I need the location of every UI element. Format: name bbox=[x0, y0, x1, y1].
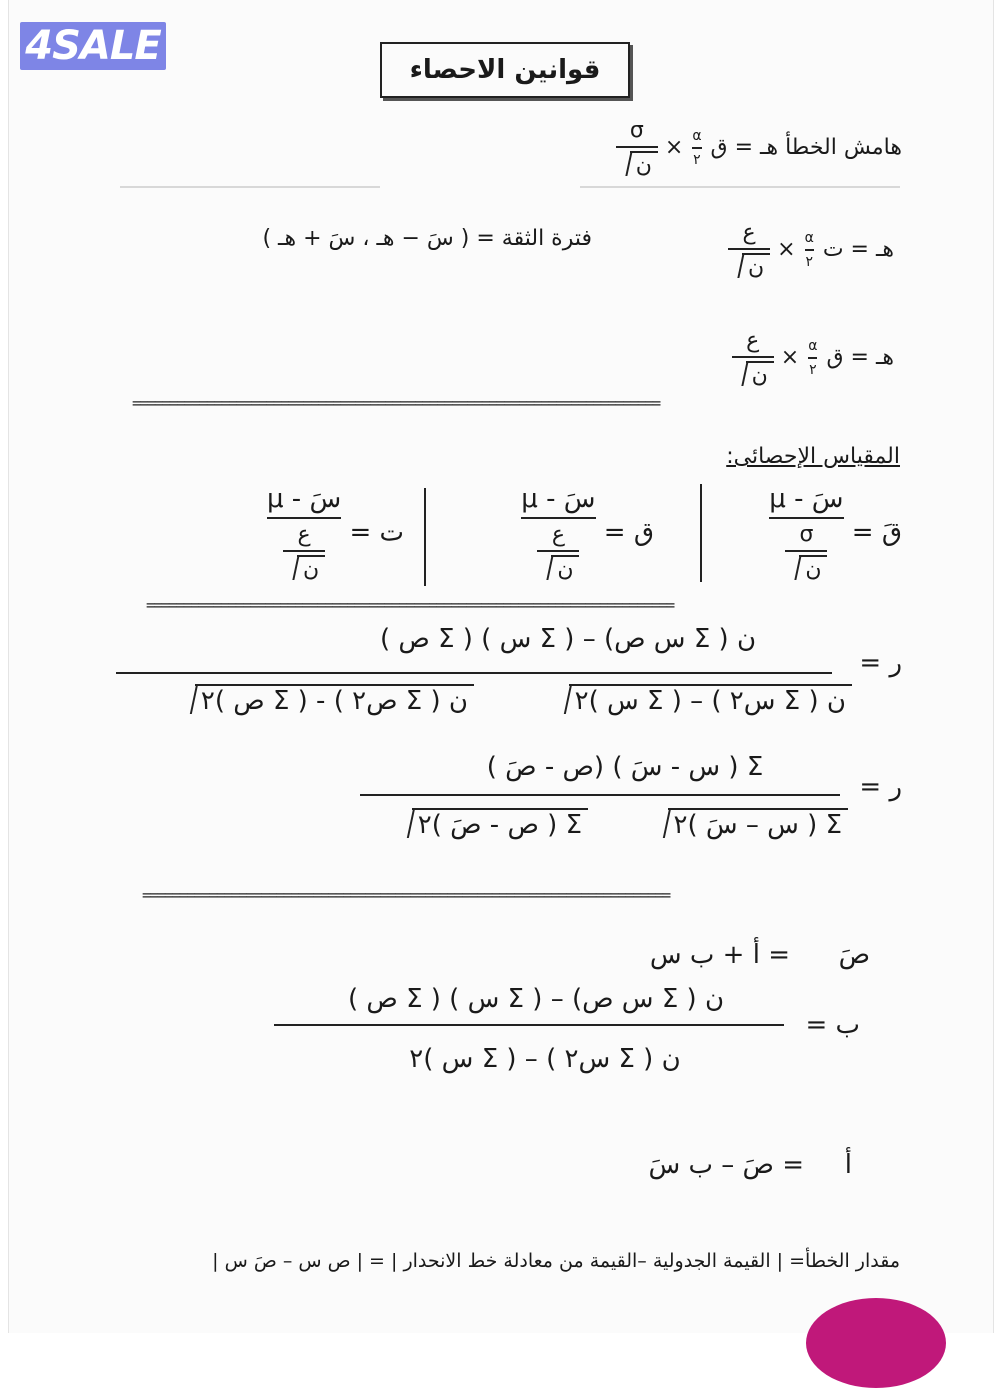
sigma-symbol: σ bbox=[629, 118, 644, 143]
s-over-root-n bbox=[732, 328, 774, 388]
s-over-root-n bbox=[728, 220, 770, 280]
statistic-lhs: ق = bbox=[603, 517, 654, 548]
separator-line: ======================================================================= bbox=[132, 394, 660, 412]
s-symbol: ع bbox=[746, 328, 760, 353]
fraction-bar bbox=[116, 672, 832, 674]
brand-logo: 4SALE bbox=[20, 22, 166, 70]
s-symbol: ع bbox=[742, 220, 756, 245]
statistic-fraction bbox=[267, 484, 341, 582]
t-error-formula bbox=[728, 220, 894, 280]
root-n: ن bbox=[630, 151, 658, 178]
alpha-symbol: α bbox=[808, 338, 818, 354]
page-sheet bbox=[8, 0, 994, 1333]
slope-denominator: ن ( Σ س٢ ) – ( Σ س )٢ bbox=[409, 1044, 681, 1074]
correlation-lhs: ر = bbox=[859, 648, 902, 678]
statistic-fraction bbox=[521, 484, 595, 582]
alpha-symbol: α bbox=[804, 230, 814, 246]
fraction-bar bbox=[274, 1024, 784, 1026]
statistic-denominator bbox=[537, 522, 579, 582]
intercept-rhs: = صَ – ب سَ bbox=[648, 1150, 804, 1180]
confidence-interval-formula bbox=[262, 226, 592, 251]
z-statistic-s bbox=[521, 484, 654, 582]
sigma-symbol: σ bbox=[799, 522, 814, 547]
confidence-interval-rhs: = ( سَ − هـ ، سَ + هـ ) bbox=[262, 226, 495, 251]
slope-lhs: ب = bbox=[805, 1010, 860, 1040]
z-error-formula bbox=[732, 328, 894, 388]
s-symbol: ع bbox=[297, 522, 311, 547]
statistic-denominator bbox=[283, 522, 325, 582]
margin-of-error-lhs: هـ = ق bbox=[710, 135, 779, 160]
floating-action-button[interactable] bbox=[806, 1298, 946, 1388]
separator-line: ======================================================================= bbox=[146, 596, 674, 614]
correlation-root-right bbox=[612, 808, 848, 840]
slope-numerator: ن ( Σ س ص) – ( Σ س ) ( Σ ص ) bbox=[347, 984, 725, 1014]
regression-rhs: = أ + ب س bbox=[649, 940, 790, 970]
square-root: ن ( Σ س٢ ) – ( Σ س )٢ bbox=[569, 684, 852, 716]
fraction-bar bbox=[360, 794, 840, 796]
statistic-numerator: سَ - μ bbox=[267, 484, 342, 514]
square-root: ن ( Σ ص٢ ) - ( Σ ص )٢ bbox=[195, 684, 474, 716]
statistic-denominator bbox=[785, 522, 827, 582]
times-sign: × bbox=[780, 345, 800, 370]
faint-line bbox=[580, 186, 900, 188]
root-n: ن bbox=[746, 361, 774, 388]
margin-of-error-label: هامش الخطأ bbox=[785, 135, 902, 160]
root-n: ن bbox=[799, 555, 827, 582]
two-digit: ٢ bbox=[809, 362, 817, 378]
t-error-lhs: هـ = ت bbox=[822, 237, 894, 262]
margin-of-error-formula bbox=[616, 118, 902, 178]
alpha-half-fraction bbox=[692, 128, 701, 168]
root-n: ن bbox=[297, 555, 325, 582]
correlation-root-right bbox=[500, 684, 852, 716]
s-symbol: ع bbox=[551, 522, 565, 547]
t-statistic bbox=[267, 484, 404, 582]
z-error-lhs: هـ = ق bbox=[826, 345, 894, 370]
correlation-lhs: ر = bbox=[859, 772, 902, 802]
page-title: قوانين الاحصاء bbox=[380, 42, 630, 98]
alpha-symbol: α bbox=[692, 128, 702, 144]
z-statistic-sigma bbox=[769, 484, 902, 582]
root-n: ن bbox=[551, 555, 579, 582]
statistic-lhs: قَ = bbox=[851, 517, 902, 548]
separator-line: ======================================================================= bbox=[142, 886, 670, 904]
square-root: Σ ( س – سَ )٢ bbox=[668, 808, 849, 840]
two-digit: ٢ bbox=[805, 254, 813, 270]
statistic-fraction bbox=[769, 484, 843, 582]
correlation-root-left bbox=[122, 684, 474, 716]
correlation-numerator: Σ ( س - سَ ) (ص - صَ ) bbox=[486, 752, 764, 782]
statistic-lhs: ت = bbox=[349, 517, 404, 548]
times-sign: × bbox=[777, 237, 796, 262]
alpha-half-fraction bbox=[805, 230, 814, 270]
statistic-numerator: سَ - μ bbox=[521, 484, 596, 514]
statistic-numerator: سَ - μ bbox=[769, 484, 844, 514]
faint-line bbox=[120, 186, 380, 188]
square-root: Σ ( ص - صَ )٢ bbox=[412, 808, 588, 840]
error-amount-formula: مقدار الخطأ= | القيمة الجدولية –القيمة من معادلة خط الانحدار | = | ص س – صَ س | bbox=[212, 1250, 900, 1272]
test-statistic-label: المقياس الإحصائى: bbox=[726, 444, 900, 469]
root-n: ن bbox=[742, 253, 770, 280]
times-sign: × bbox=[664, 135, 684, 160]
column-divider bbox=[424, 488, 426, 586]
two-digit: ٢ bbox=[693, 152, 701, 168]
correlation-numerator: ن ( Σ س ص) – ( Σ س ) ( Σ ص ) bbox=[379, 624, 757, 654]
regression-lhs: صَ bbox=[838, 940, 870, 970]
intercept-lhs: أ bbox=[844, 1150, 852, 1180]
column-divider bbox=[700, 484, 702, 582]
correlation-root-left bbox=[368, 808, 588, 840]
sigma-over-root-n bbox=[616, 118, 658, 178]
confidence-interval-label: فترة الثقة bbox=[501, 226, 592, 251]
alpha-half-fraction bbox=[808, 338, 817, 378]
